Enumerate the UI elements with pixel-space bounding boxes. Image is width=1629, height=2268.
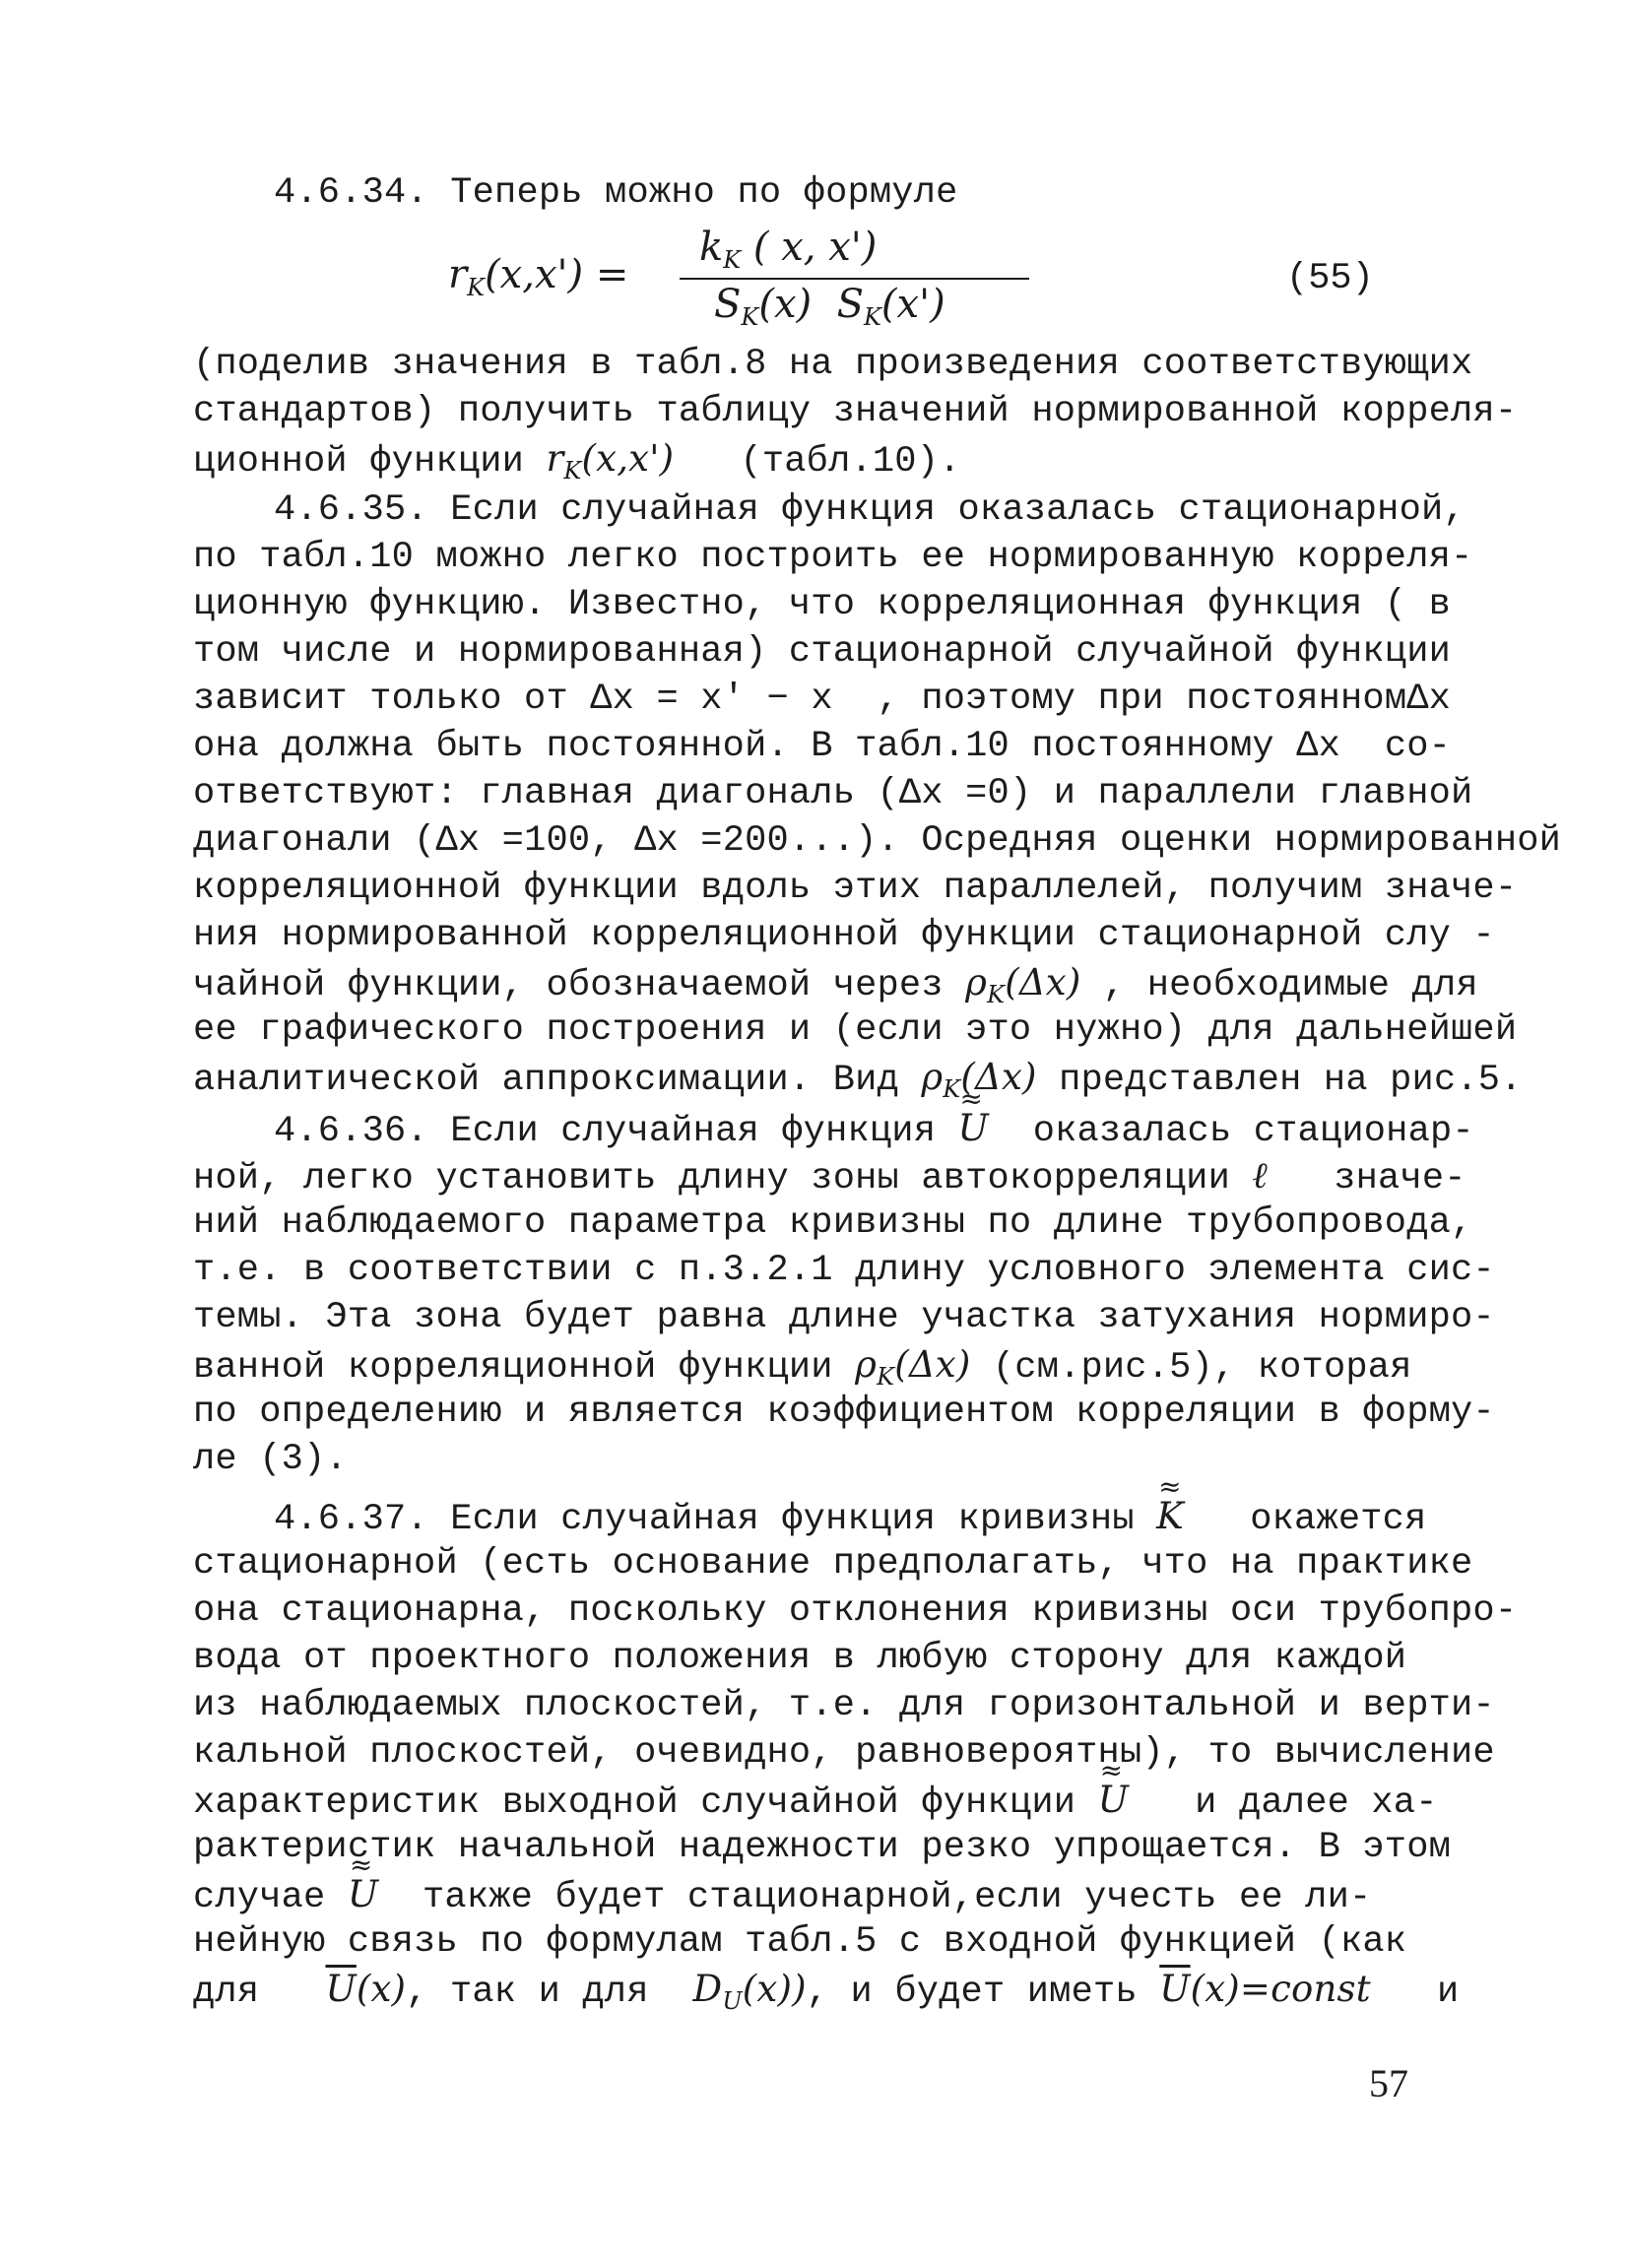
paragraph-line: ний наблюдаемого параметра кривизны по длине трубопровода, bbox=[193, 1202, 1473, 1244]
paragraph-line: 4.6.34. Теперь можно по формуле bbox=[274, 172, 958, 214]
paragraph-line: ния нормированной корреляционной функции стационарной слу - bbox=[193, 915, 1495, 956]
paragraph-line: т.е. в соответствии с п.3.2.1 длину условного элемента сис- bbox=[193, 1250, 1495, 1291]
inline-math: $\overline{U}(x)=const$ bbox=[1159, 1968, 1371, 2010]
paragraph-line: для $\overline{U}(x)$, так и для $D_U(x)$), и будет иметь $\overline{U}(x)=const$ и bbox=[193, 1968, 1460, 2015]
paragraph-line: ванной корреляционной функции $\rho_K(\Delta x)$ (см.рис.5), которая bbox=[193, 1343, 1412, 1391]
paragraph-line: ной, легко установить длину зоны автокорреляции ℓ значе- bbox=[193, 1154, 1466, 1199]
paragraph-line: по определению и является коэффициентом корреляции в форму- bbox=[193, 1392, 1495, 1433]
paragraph-line: 4.6.37. Если случайная функция кривизны ≈ K окажется bbox=[274, 1493, 1525, 1543]
paragraph-line: темы. Эта зона будет равна длине участка затухания нормиро- bbox=[193, 1297, 1495, 1338]
formula-55 bbox=[448, 225, 1039, 333]
paragraph-line: рактеристик начальной надежности резко упрощается. В этом bbox=[193, 1827, 1452, 1868]
inline-math: ≈ U bbox=[958, 1105, 989, 1152]
paragraph-line: кальной плоскостей, очевидно, равновероятны), то вычисление bbox=[193, 1732, 1495, 1774]
paragraph-line: аналитической аппроксимации. Вид $\rho_K(\Delta x)$ представлен на рис.5. bbox=[193, 1056, 1523, 1103]
paragraph-line: ее графического построения и (если это нужно) для дальнейшей bbox=[193, 1009, 1518, 1051]
paragraph-line: ответствуют: главная диагональ (Δx =0) и параллели главной bbox=[193, 773, 1473, 814]
paragraph-line: чайной функции, обозначаемой через $\rho_K(\Delta x)$ , необходимые для bbox=[193, 961, 1478, 1008]
inline-math: $\overline{U}(x)$ bbox=[325, 1968, 407, 2010]
paragraph-line: стационарной (есть основание предполагать, что на практике bbox=[193, 1543, 1473, 1585]
inline-math: ℓ bbox=[1252, 1154, 1269, 1197]
formula-numerator: $k_K$ ( x, x') bbox=[699, 225, 878, 274]
paragraph-line: том числе и нормированная) стационарной случайной функции bbox=[193, 631, 1452, 673]
paragraph-line: (поделив значения в табл.8 на произведения соответствующих bbox=[193, 344, 1473, 385]
inline-math: $\rho_K(\Delta x)$ bbox=[921, 1056, 1037, 1103]
paragraph-line: стандартов) получить таблицу значений нормированной корреля- bbox=[193, 391, 1518, 432]
paragraph-line: ле (3). bbox=[193, 1439, 348, 1480]
inline-math: $r_K(x,x')$ bbox=[546, 437, 675, 485]
formula-lhs: $r_K(x,x')$ = bbox=[448, 252, 629, 301]
paragraph-line: она должна быть постоянной. В табл.10 постоянному Δx со- bbox=[193, 726, 1452, 767]
paragraph-line: ционную функцию. Известно, что корреляционная функция ( в bbox=[193, 584, 1452, 625]
fraction-bar bbox=[680, 278, 1029, 280]
formula-denominator: $S_K(x)$ $S_K(x')$ bbox=[714, 282, 945, 331]
inline-math: $D_U(x)$) bbox=[692, 1968, 807, 2015]
paragraph-line: она стационарна, поскольку отклонения кривизны оси трубопро- bbox=[193, 1590, 1518, 1632]
paragraph-line: 4.6.35. Если случайная функция оказалась стационарной, bbox=[274, 489, 1466, 531]
page-number: 57 bbox=[1369, 2061, 1408, 2106]
paragraph-line: по табл.10 можно легко построить ее нормированную корреля- bbox=[193, 537, 1473, 578]
inline-math: ≈ U bbox=[348, 1871, 378, 1918]
inline-math: $\rho_K(\Delta x)$ bbox=[965, 961, 1081, 1008]
inline-math: ≈ U bbox=[1098, 1777, 1129, 1824]
paragraph-line: вода от проектного положения в любую сторону для каждой bbox=[193, 1638, 1407, 1679]
paragraph-line: диагонали (Δx =100, Δx =200...). Осредняя оценки нормированной bbox=[193, 820, 1562, 862]
paragraph-line: из наблюдаемых плоскостей, т.е. для горизонтальной и верти- bbox=[193, 1685, 1495, 1726]
paragraph-line: характеристик выходной случайной функции ≈ U и далее ха- bbox=[193, 1777, 1444, 1827]
inline-math: ≈ K bbox=[1156, 1493, 1184, 1540]
paragraph-line: нейную связь по формулам табл.5 с входной функцией (как bbox=[193, 1921, 1407, 1963]
paragraph-line: ционной функции $r_K(x,x')$ (табл.10). bbox=[193, 437, 961, 485]
equation-number: (55) bbox=[1286, 258, 1374, 299]
paragraph-line: 4.6.36. Если случайная функция ≈ U оказалась стационар- bbox=[274, 1105, 1525, 1155]
paragraph-line: корреляционной функции вдоль этих параллелей, получим значе- bbox=[193, 868, 1518, 909]
paragraph-line: случае ≈ U также будет стационарной,если учесть ее ли- bbox=[193, 1871, 1444, 1921]
inline-math: $\rho_K(\Delta x)$ bbox=[855, 1343, 971, 1391]
paragraph-line: зависит только от Δx = x' − x , поэтому при постоянномΔx bbox=[193, 679, 1452, 720]
